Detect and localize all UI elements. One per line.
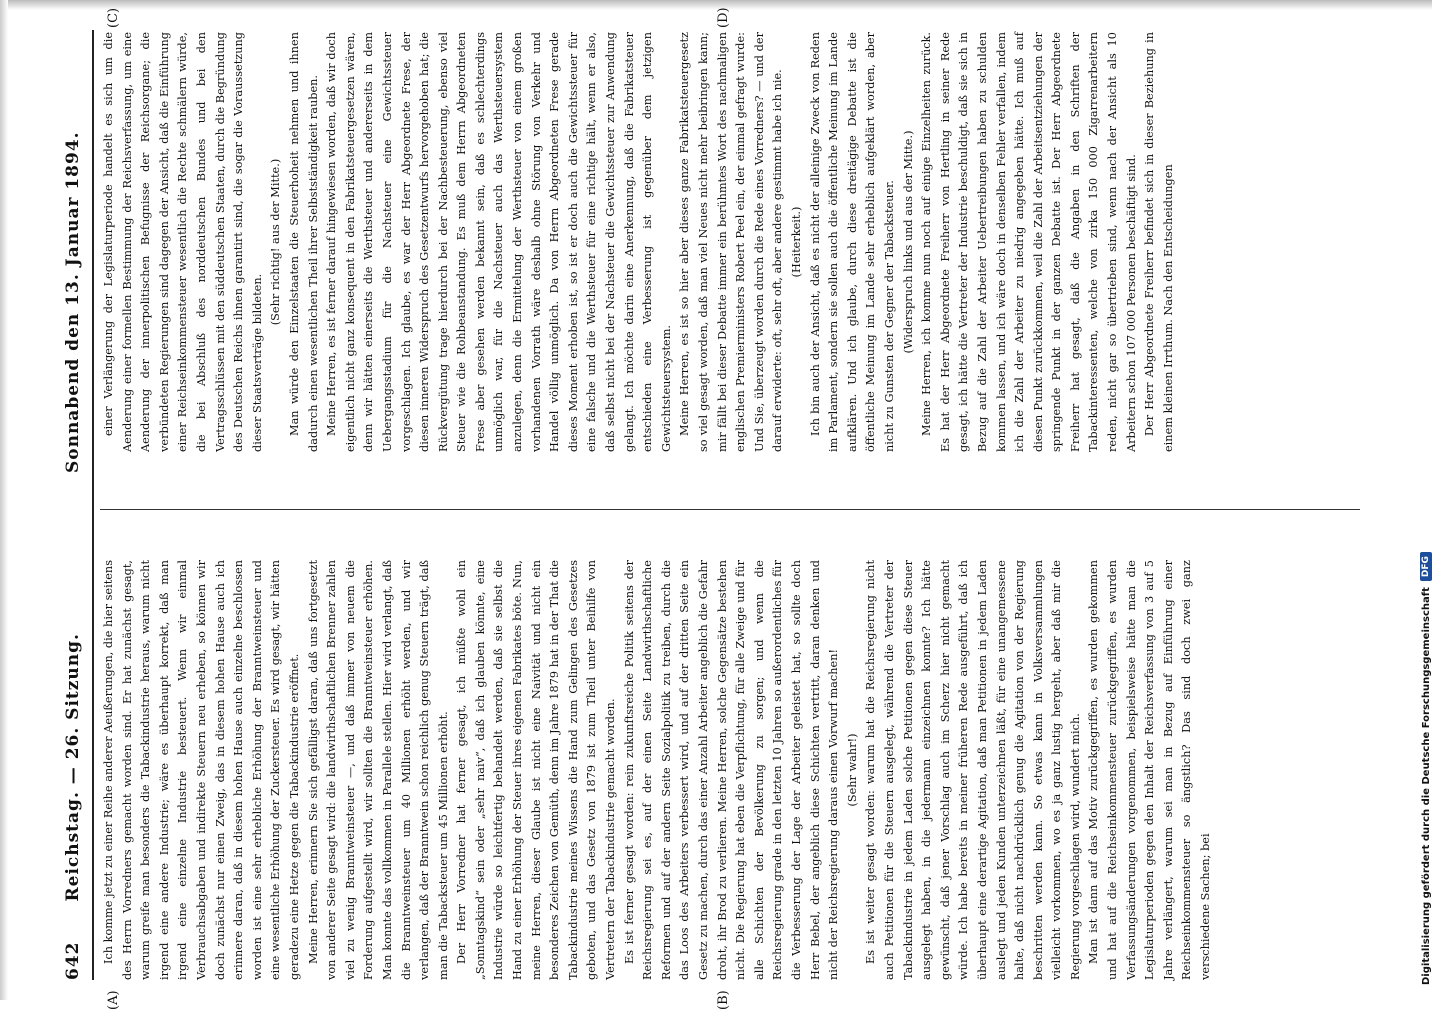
- margin-marker-c: (C): [106, 7, 121, 28]
- page-number: 642: [63, 941, 83, 980]
- rotated-document-page: [56, 7, 1376, 1010]
- margin-marker-d: (D): [716, 7, 731, 28]
- paragraph: Ich bin auch der Ansicht, daß es nicht der alleinige Zweck von Reden im Parlament, sondern sie sollen auch die öffentliche Meinung im Lande aufklären. Und ich glaube, durch diese dreitägige Debatte ist die öffentliche Meinung im Lande sehr erheblich aufgeklärt worden, aber nicht zu Gunsten der Gegner der Tabacksteuer.: [808, 32, 896, 452]
- paragraph: Es ist weiter gesagt worden: warum hat die Reichsregierung nicht auch Petitionen für die Steuern ausgelegt, während die Vertreter der Tabackindustrie in jedem Laden solche Petitionen gegen diese Steuer ausgelegt haben, in die jedermann einzeichnen konnte? Ich hätte gewünscht, daß jener Vorschlag auch im Scherz hier nicht gemacht würde. Ich habe bereits in meiner früheren Rede ausgeführt, daß ich überhaupt eine derartige Agitation, daß man Petitionen in jedem Laden auslegt und jeden Kunden unterzeichnen läßt, für eine unangemessene halte, daß nicht nachdrücklich genug die Agitation von der Regierung beschritten werden kann. So etwas kann in Volksversammlungen vielleicht vorkommen, wo es ja ganz lustig hergeht, aber daß mir die Regierung vorgeschlagen wird, wundert mich.: [864, 560, 1082, 980]
- right-text-column: [100, 32, 1360, 452]
- scan-edge-left: [0, 0, 8, 1000]
- paragraph: Meine Herren, es ist ferner darauf hingewiesen worden, daß wir doch eigentlich nicht ganz konsequent in den Fabrikatsteuergesetzen wären, denn wir hätten einerseits die Werthsteuer und andererseits in dem Uebergangsstadium für die Nachsteuer eine Gewichtssteuer vorgeschlagen. Ich glaube, es war der Herr Abgeordnete Frese, der diesen inneren Widerspruch des Gesetzentwurfs hervorgehoben hat; die Rückvergütung trage hierdurch bei der Nachbesteuerung, ebenso viel Steuer wie die Rohbeanstandung. Es muß dem Herrn Abgeordneten Frese aber gesehen werden bekannt sein, daß es schlechterdings unmöglich war, für die Nachsteuer auch das Werthsteuersystem anzulegen, denn die Ermittelung der Werthsteuer von einem großen vorhandenen Vorrath wäre deshalb ohne Störung von Verkehr und Handel völlig unmöglich. Da von Herrn Abgeordneten Frese gerade dieses Moment erhoben ist, so ist er doch auch die Gewichtssteuer für eine falsche und die Werthsteuer für eine richtige hält, wenn er also, daß selbst nicht bei der Nachsteuer die Gewichtssteuer zur Anwendung gelangt. Ich möchte darin eine Anerkennung, daß die Fabrikatsteuer entschieden eine Verbesserung ist gegenüber dem jetzigen Gewichtsteuersystem.: [325, 32, 673, 452]
- session-title: Reichstag. — 26. Sitzung.: [63, 633, 83, 902]
- dfg-logo: DFG: [1420, 552, 1432, 581]
- running-head: [56, 30, 90, 980]
- header-rule: [92, 30, 94, 980]
- paragraph: einer Verlängerung der Legislaturperiode handelt es sich um die Aenderung einer formellen Bestimmung der Reichsverfassung, um eine Aenderung der innerpolitischen Befugnisse der Reichsorgane; die verbündeten Regierungen sind dagegen der Ansicht, daß die Einführung einer Reichseinkommensteuer wesentlich die Rechte schmälern würde, die bei Abschluß des norddeutschen Bundes und bei den Vertragsschlüssen mit den süddeutschen Staaten, durch die Begründung des Deutschen Reichs ihnen garantirt sind, die sogar die Voraussetzung dieser Staatsverträge bildeten.: [102, 32, 264, 452]
- paragraph: Man würde den Einzelstaaten die Steuerhoheit nehmen und ihnen dadurch einen wesentlichen Theil ihrer Selbstständigkeit rauben.: [287, 32, 320, 452]
- digitization-credit: [1420, 552, 1432, 985]
- margin-marker-a: (A): [106, 990, 121, 1010]
- paragraph: Der Herr Vorredner hat ferner gesagt, ich müßte wohl ein „Sonntagskind“ sein oder „sehr naiv“, daß ich glauben könnte, eine Industrie würde so leichtfertig behandelt werden, daß sie selbst die Hand zu einer Erhöhung der Steuer ihres eigenen Fabrikates böte. Nun, meine Herren, dieser Glaube ist nicht eine Naivität und nicht ein besonderes Zeichen von Gemüth, denn im Jahre 1879 hat in der That die Tabackindustrie meines Wissens die Hand zum Gelingen des Gesetzes geboten, und das Gesetz von 1879 ist zum Theil unter Beihilfe von Vertretern der Tabackindustrie gemacht worden.: [455, 560, 618, 980]
- interjection: (Sehr richtig! aus der Mitte.): [269, 158, 283, 326]
- paragraph: Es ist ferner gesagt worden: rein zukunftsreiche Politik seitens der Reichsregierung sei es, auf der einen Seite Landwirthschaftliche Reformen und auf der andern Seite Sozialpolitik zu treiben, durch die das Loos des Arbeiters verbessert wird, und auf der dritten Seite ein Gesetz zu machen, durch das einer Anzahl Arbeiter angeblich die Gefahr droht, ihr Brod zu verlieren. Meine Herren, solche Gegensätze bestehen nicht. Die Regierung hat eben die Verpflichtung, für alle Zweige und für alle Schichten der Bevölkerung zu sorgen; und wenn die Reichsregierung grade in den letzten 10 Jahren so außerordentliches für die Verbesserung der Lage der Arbeiter geleistet hat, so sollte doch Herr Bebel, der angeblich diese Schichten vertritt, daran denken und nicht der Reichsregierung daraus einen Vorwurf machen!: [622, 560, 841, 980]
- column-divider: [100, 509, 1360, 510]
- interjection: (Widerspruch links und aus der Mitte.): [901, 130, 915, 354]
- credit-text: Digitalisierung gefördert durch die Deutsche Forschungsgemeinschaft: [1420, 587, 1432, 985]
- session-date: Sonnabend den 13. Januar 1894.: [63, 131, 83, 474]
- margin-marker-b: (B): [716, 990, 731, 1010]
- interjection: (Sehr wahr!): [845, 733, 859, 807]
- paragraph: Meine Herren, erinnern Sie sich gefälligst daran, daß uns fortgesetzt von anderer Seite gesagt wird: die landwirthschaftlichen Brenner zahlen viel zu wenig Branntweinsteuer —, und daß immer von neuem die Forderung aufgestellt wird, wir sollten die Branntweinsteuer erhöhen. Man konnte das vollkommen in Parallele stellen. Hier wird verlangt, daß die Branntweinsteuer um 40 Millionen erhöht werden, und wir verlangen, daß der Branntwein schon reichlich genug Steuern trägt, daß man die Tabacksteuer um 45 Millionen erhöht.: [306, 560, 450, 980]
- paragraph: Ich komme jetzt zu einer Reihe anderer Aeußerungen, die hier seitens des Herrn Vorredners gemacht worden sind. Er hat zunächst gesagt, warum greife man besonders die Tabackindustrie heraus, warum nicht irgend eine andere Industrie; wäre es überhaupt korrekt, daß man irgend eine einzelne Industrie besteuert. Wenn wir einmal Verbrauchsabgaben und indirekte Steuern neu erheben, so können wir doch zunächst nur einen Zweig, das in diesem hohen Hause auch ich erinnere daran, daß in diesem hohen Hause auch einzelne beschlossen worden ist eine sehr erhebliche Erhöhung der Branntweinsteuer und eine wesentliche Erhöhung der Zuckersteuer. Es wird gesagt, wir hätten geradezu eine Hetze gegen die Tabackindustrie eröffnet.: [102, 559, 301, 980]
- paragraph: Man ist dann auf das Motiv zurückgegriffen, es wurden gekommen und hat auf die Reichseinkommensteuer zurückgegriffen, es wurden Verfassungsänderungen vorgenommen, beispielsweise hätte man die Legislaturperioden gegen den Inhalt der Reichsverfassung von 3 auf 5 Jahre verlängert, warum sei man in Bezug auf Einführung einer Reichseinkommensteuer so ängstlich? Das sind doch zwei ganz verschiedene Sachen; bei: [1087, 560, 1213, 980]
- paragraph: Der Herr Abgeordnete Freiherr befindet sich in dieser Beziehung in einem kleinen Irrthum. Nach den Entscheidungen: [1143, 32, 1175, 452]
- interjection: (Heiterkeit.): [789, 206, 803, 278]
- paragraph: Meine Herren, es ist so hier aber dieses ganze Fabrikatsteuergesetz so viel gesagt worden, daß man viel Neues nicht mehr beibringen kann; mir fällt bei dieser Debatte immer ein berühmtes Wort des nachmaligen englischen Premierministers Robert Peel ein, der einmal gefragt wurde: Und Sie, überzeugt worden durch die Rede eines Vorredners? — und der darauf erwiderte: oft, sehr oft, aber andere gestimmt habe ich nie.: [678, 32, 785, 452]
- paragraph: Meine Herren, ich komme nun noch auf einige Einzelheiten zurück. Es hat der Herr Abgeordnete Freiherr von Hertling in seiner Rede gesagt, ich hätte die Vertreter der Industrie beschuldigt, daß sie sich in Bezug auf die Zahl der Arbeiter Uebertreibungen haben zu schulden kommen lassen, und ich wäre doch in denselben Fehler verfallen, indem ich die Zahl der Arbeiter zu niedrig angegeben hätte. Ich muß auf diesen Punkt zurückkommen, weil die Zahl der Arbeitsentziehungen der springende Punkt in der ganzen Debatte ist. Der Herr Abgeordnete Freiherr hat gesagt, daß die Angaben in den Schriften der Tabackinteressenten, welche von zirka 150 000 Zigarrenarbeitern reden, nicht gar so übertrieben sind, wenn nach der Ansicht als 10 Arbeitern schon 107 000 Personen beschäftigt sind.: [920, 32, 1138, 452]
- left-text-column: [100, 560, 1360, 980]
